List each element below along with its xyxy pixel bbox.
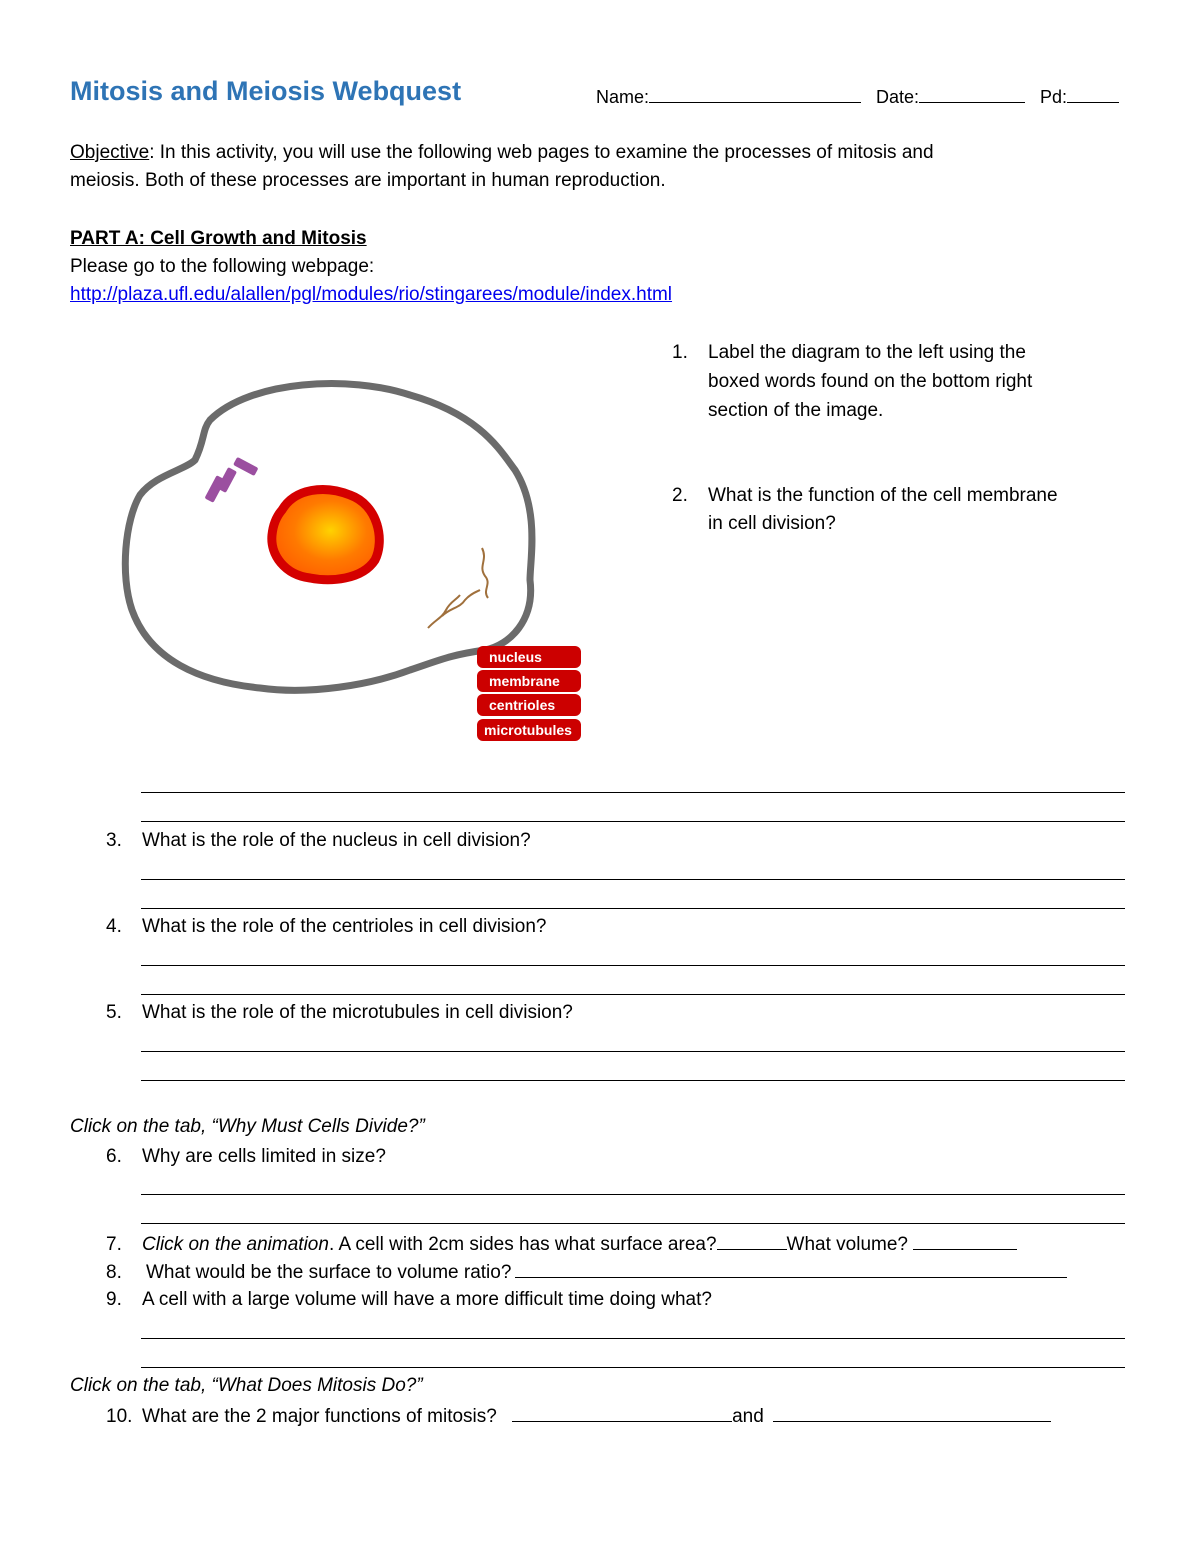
question-1-line-2: boxed words found on the bottom right [708,371,1033,392]
question-2: 2. What is the function of the cell membrane [672,485,1058,506]
module-link[interactable]: http://plaza.ufl.edu/alallen/pgl/modules/rio/stingarees/module/index.html [70,284,673,305]
tab-instruction-why-divide: Click on the tab, “Why Must Cells Divide?” [70,1116,425,1137]
tab-instruction-mitosis: Click on the tab, “What Does Mitosis Do?” [70,1375,423,1396]
date-label: Date: [876,87,920,107]
question-7: 7. Click on the animation. A cell with 2cm sides has what surface area? What volume? [106,1233,1017,1254]
function-1-blank[interactable] [512,1405,732,1422]
label-membrane: membrane [477,670,581,692]
nucleus-shape [270,490,380,580]
question-4: 4. What is the role of the centrioles in cell division? [106,916,547,937]
objective-line-2: meiosis. Both of these processes are important in human reproduction. [70,170,666,191]
label-microtubules: microtubules [477,719,581,741]
page-title: Mitosis and Meiosis Webquest [70,76,462,106]
question-5: 5. What is the role of the microtubules in cell division? [106,1002,573,1023]
question-2-line-2: in cell division? [708,513,836,534]
name-field[interactable] [596,86,861,106]
part-a-heading: PART A: Cell Growth and Mitosis [70,228,367,249]
answer-line[interactable] [141,1223,1125,1224]
question-3: 3. What is the role of the nucleus in cell division? [106,830,531,851]
microtubule-shape [428,548,488,628]
objective-line-1: Objective: In this activity, you will use the following web pages to examine the processes of mitosis and [70,142,934,163]
date-field[interactable] [876,86,1025,106]
label-centrioles: centrioles [477,694,581,716]
question-9: 9. A cell with a large volume will have a more difficult time doing what? [106,1289,712,1310]
volume-blank[interactable] [913,1233,1017,1250]
answer-line[interactable] [141,1051,1125,1052]
answer-line[interactable] [141,1080,1125,1081]
question-1-line-3: section of the image. [708,400,884,421]
name-label: Name: [596,87,650,107]
answer-line[interactable] [141,908,1125,909]
function-2-blank[interactable] [773,1405,1051,1422]
ratio-blank[interactable] [515,1261,1067,1278]
centriole-shape [204,457,258,503]
answer-line[interactable] [141,792,1125,793]
answer-line[interactable] [141,879,1125,880]
objective-label: Objective [70,142,150,163]
answer-line[interactable] [141,1194,1125,1195]
answer-line[interactable] [141,1338,1125,1339]
answer-line[interactable] [141,1367,1125,1368]
question-8: 8. What would be the surface to volume ratio? [106,1261,1067,1282]
question-6: 6. Why are cells limited in size? [106,1146,386,1167]
period-field[interactable] [1040,86,1119,106]
answer-line[interactable] [141,994,1125,995]
answer-line[interactable] [141,965,1125,966]
period-label: Pd: [1040,87,1068,107]
part-a-instruction: Please go to the following webpage: [70,256,375,277]
question-10: 10. What are the 2 major functions of mitosis? and [106,1405,1051,1426]
surface-area-blank[interactable] [717,1233,787,1250]
label-nucleus: nucleus [477,646,581,668]
answer-line[interactable] [141,821,1125,822]
question-1: 1. Label the diagram to the left using the [672,342,1026,363]
